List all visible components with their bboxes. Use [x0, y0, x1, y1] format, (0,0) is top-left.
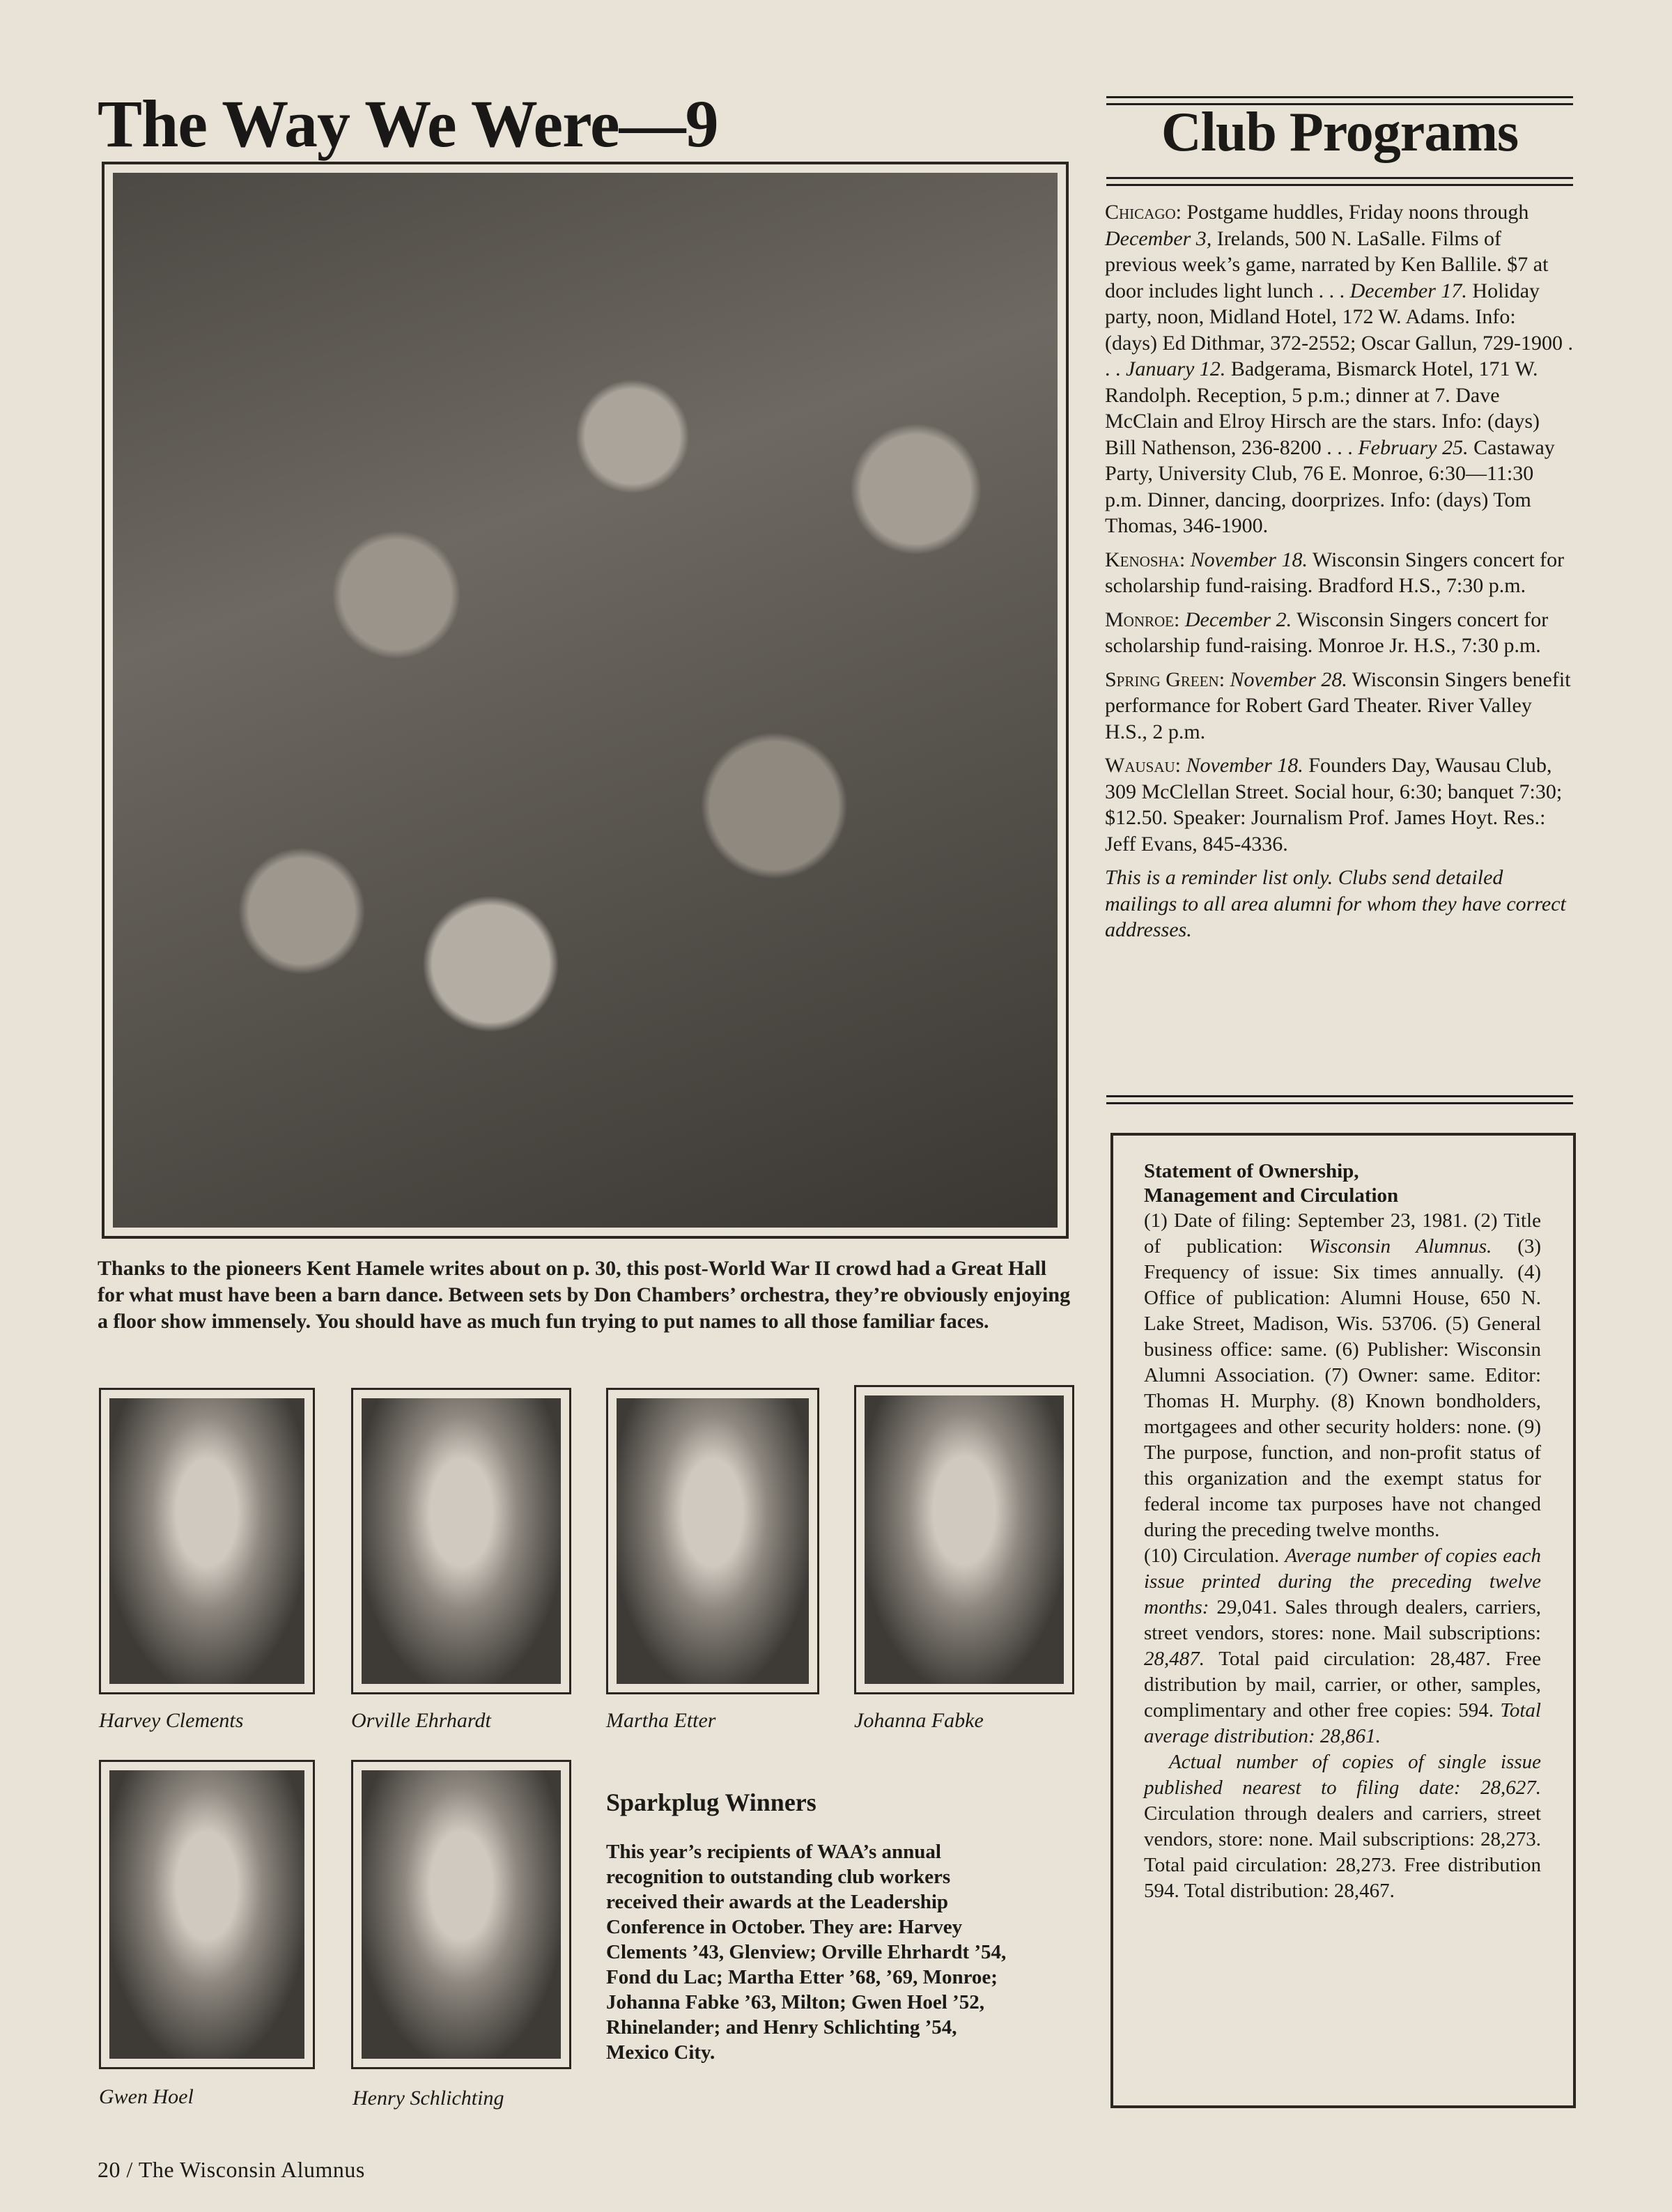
program-date: November 18.	[1190, 548, 1308, 571]
program-date: February 25.	[1358, 435, 1469, 459]
divider	[1106, 96, 1573, 98]
divider	[1106, 177, 1573, 179]
statement-text: Average number of copies each issue printed during the preceding twelve months:	[1144, 1545, 1541, 1618]
portrait-name: Orville Ehrhardt	[351, 1709, 491, 1732]
program-monroe	[1105, 607, 1573, 659]
program-spring-green	[1105, 667, 1573, 745]
crowd-photo	[102, 162, 1069, 1239]
portrait-image	[109, 1770, 304, 2059]
club-programs-list	[1105, 199, 1573, 951]
program-text: Postgame huddles, Friday noons through	[1182, 201, 1529, 224]
statement-text: (1) Date of filing: September 23, 1981. (2) Title of publication:	[1144, 1209, 1541, 1258]
program-text: Holiday party, noon, Midland Hotel, 172 W. Adams. Info: (days) Ed Dithmar, 372-2552; Oscar Gallun, 729-1900 . . .	[1105, 279, 1573, 380]
divider	[1106, 1102, 1573, 1104]
statement-text: Actual number of copies of single issue published nearest to filing date: 28,627.	[1144, 1751, 1541, 1799]
portrait-harvey-clements	[99, 1388, 315, 1694]
program-text: Badgerama, Bismarck Hotel, 171 W. Randolph. Reception, 5 p.m.; dinner at 7. Dave McClain and Elroy Hirsch are the stars. Info: (days) Bill Nathenson, 236-8200 . . .	[1105, 357, 1540, 459]
portrait-name: Gwen Hoel	[99, 2085, 194, 2108]
statement-title	[1144, 1159, 1541, 1208]
program-kenosha	[1105, 547, 1573, 599]
statement-content	[1144, 1159, 1541, 1904]
program-wausau	[1105, 752, 1573, 857]
statement-title-line: Management and Circulation	[1144, 1184, 1399, 1207]
program-date: December 17.	[1349, 279, 1467, 302]
city-label: Chicago:	[1105, 201, 1182, 224]
portrait-image	[617, 1398, 809, 1684]
statement-title-line: Statement of Ownership,	[1144, 1160, 1359, 1182]
divider	[1106, 1095, 1573, 1097]
statement-text: Wisconsin Alumnus.	[1308, 1235, 1492, 1258]
page-title: The Way We Were—9	[98, 86, 718, 161]
portrait-image	[362, 1770, 561, 2059]
statement-text: Circulation through dealers and carriers, street vendors, store: none. Mail subscriptions: 28,273. Total paid circulation: 28,273. Free distribution 594. Total distribution: 28,467.	[1144, 1802, 1541, 1902]
portrait-name: Martha Etter	[606, 1709, 716, 1732]
portrait-image	[362, 1398, 561, 1684]
statement-text: (10) Circulation.	[1144, 1545, 1285, 1567]
statement-text: Total paid circulation: 28,487. Free distribution by mail, carrier, or other, samples, complimentary and other free copies: 594.	[1144, 1648, 1541, 1722]
page-footer: 20 / The Wisconsin Alumnus	[98, 2157, 365, 2182]
statement-paragraph	[1144, 1749, 1541, 1904]
statement-text: Total average distribution: 28,861.	[1144, 1699, 1541, 1747]
statement-text: 29,041. Sales through dealers, carriers, street vendors, stores: none. Mail subscriptions:	[1144, 1596, 1541, 1644]
portrait-name: Henry Schlichting	[353, 2087, 504, 2110]
portrait-gwen-hoel	[99, 1760, 315, 2069]
program-date: January 12.	[1126, 357, 1226, 380]
portrait-martha-etter	[606, 1388, 819, 1694]
program-text: Wisconsin Singers concert for scholarship fund-raising. Monroe Jr. H.S., 7:30 p.m.	[1105, 608, 1549, 657]
club-programs-title: Club Programs	[1161, 102, 1519, 163]
crowd-photo-image	[113, 173, 1058, 1228]
program-text: Founders Day, Wausau Club, 309 McClellan Street. Social hour, 6:30; banquet 7:30; $12.50. Speaker: Journalism Prof. James Hoyt. Res.: Jeff Evans, 845-4336.	[1105, 754, 1563, 856]
program-date: December 3,	[1105, 226, 1212, 250]
program-chicago	[1105, 199, 1573, 539]
statement-paragraph	[1144, 1543, 1541, 1749]
program-date: November 18.	[1186, 754, 1303, 777]
portrait-name: Johanna Fabke	[854, 1709, 984, 1732]
city-label: Wausau:	[1105, 754, 1181, 777]
portrait-orville-ehrhardt	[351, 1388, 571, 1694]
program-text: Wisconsin Singers benefit performance for Robert Gard Theater. River Valley H.S., 2 p.m.	[1105, 667, 1571, 743]
sparkplug-text: This year’s recipients of WAA’s annual recognition to outstanding club workers received their awards at the Leadership Conference in October. They are: Harvey Clements ’43, Glenview; Orville Ehrhardt ’54, Fond du Lac; Martha Etter ’68, ’69, Monroe; Johanna Fabke ’63, Milton; Gwen Hoel ’52, Rhinelander; and Henry Schlichting ’54, Mexico City.	[606, 1841, 1007, 2064]
city-label: Spring Green:	[1105, 667, 1225, 691]
statement-text: (3) Frequency of issue: Six times annually. (4) Office of publication: Alumni House, 650 N. Lake Street, Madison, Wis. 53706. (5) General business office: same. (6) Publisher: Wisconsin Alumni Association. (7) Owner: same. Editor: Thomas H. Murphy. (8) Known bondholders, mortgagees and other security holders: none. (9) The purpose, function, and non-profit status of this organization and the exempt status for federal income tax purposes have not changed during the preceding twelve months.	[1144, 1235, 1542, 1541]
statement-paragraph	[1144, 1208, 1541, 1543]
program-text: Castaway Party, University Club, 76 E. Monroe, 6:30—11:30 p.m. Dinner, dancing, doorprizes. Info: (days) Tom Thomas, 346-1900.	[1105, 435, 1555, 537]
city-label: Kenosha:	[1105, 548, 1186, 571]
portrait-image	[865, 1395, 1064, 1684]
divider	[1106, 184, 1573, 186]
photo-caption: Thanks to the pioneers Kent Hamele writes about on p. 30, this post-World War II crowd had a Great Hall for what must have been a barn dance. Between sets by Don Chambers’ orchestra, they’re obviously enjoying a floor show immensely. You should have as much fun trying to put names to all those familiar faces.	[98, 1257, 1071, 1333]
program-date: November 28.	[1230, 667, 1347, 691]
city-label: Monroe:	[1105, 608, 1180, 631]
portrait-name: Harvey Clements	[99, 1709, 244, 1732]
portrait-johanna-fabke	[854, 1385, 1074, 1694]
program-text: Wisconsin Singers concert for scholarship fund-raising. Bradford H.S., 7:30 p.m.	[1105, 548, 1565, 597]
program-text: Irelands, 500 N. LaSalle. Films of previous week’s game, narrated by Ken Ballile. $7 at door includes light lunch . . .	[1105, 226, 1549, 302]
program-date: December 2.	[1184, 608, 1292, 631]
reminder-note: This is a reminder list only. Clubs send detailed mailings to all area alumni for whom they have correct addresses.	[1105, 866, 1566, 941]
statement-text: 28,487.	[1144, 1648, 1205, 1670]
portrait-image	[109, 1398, 304, 1684]
sparkplug-title: Sparkplug Winners	[606, 1788, 816, 1816]
portrait-henry-schlichting	[351, 1760, 571, 2069]
